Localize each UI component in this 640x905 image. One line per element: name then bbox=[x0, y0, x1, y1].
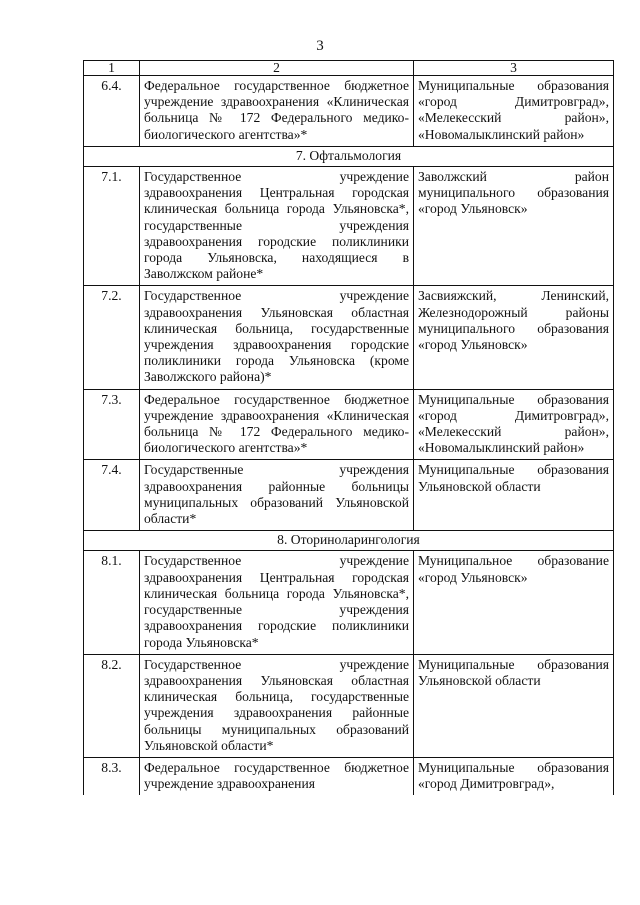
row-number: 7.1. bbox=[84, 167, 140, 286]
row-number: 8.2. bbox=[84, 654, 140, 757]
row-number: 7.2. bbox=[84, 286, 140, 389]
table-row bbox=[84, 757, 614, 795]
page-number: 3 bbox=[316, 38, 324, 54]
header-col-2: 2 bbox=[140, 61, 414, 76]
territory-cell: Муниципальные образования «город Димитровград», «Мелекесский район», «Новомалыклинский район» bbox=[414, 76, 614, 147]
institution-cell: Государственное учреждение здравоохранения Ульяновская областная клиническая больница, государственные учреждения здравоохранения городские поликлиники города Ульяновска (кроме Заволжского района)* bbox=[140, 286, 414, 389]
territory-cell: Засвияжский, Ленинский, Железнодорожный районы муниципального образования «город Ульяновск» bbox=[414, 286, 614, 389]
territory-cell: Муниципальное образование «город Ульяновск» bbox=[414, 551, 614, 654]
institution-cell: Государственное учреждение здравоохранения Центральная городская клиническая больница города Ульяновска*, государственные учреждения здравоохранения городские поликлиники города Ульяновска* bbox=[140, 551, 414, 654]
section-row bbox=[84, 146, 614, 166]
row-number: 8.1. bbox=[84, 551, 140, 654]
table-header-row bbox=[84, 61, 614, 76]
institution-cell: Государственные учреждения здравоохранения районные больницы муниципальных образований Ульяновской области* bbox=[140, 460, 414, 531]
table-row bbox=[84, 286, 614, 389]
distribution-table bbox=[83, 60, 614, 795]
territory-cell: Муниципальные образования «город Димитровград», bbox=[414, 757, 614, 795]
header-col-3: 3 bbox=[414, 61, 614, 76]
row-number: 7.4. bbox=[84, 460, 140, 531]
table-row bbox=[84, 551, 614, 654]
territory-cell: Муниципальные образования Ульяновской области bbox=[414, 460, 614, 531]
institution-cell: Федеральное государственное бюджетное учреждение здравоохранения «Клиническая больница № 172 Федерального медико-биологического агентства»* bbox=[140, 389, 414, 460]
institution-cell: Государственное учреждение здравоохранения Ульяновская областная клиническая больница, государственные учреждения здравоохранения районные больницы муниципальных образований Ульяновской области* bbox=[140, 654, 414, 757]
territory-cell: Заволжский район муниципального образования «город Ульяновск» bbox=[414, 167, 614, 286]
section-row bbox=[84, 531, 614, 551]
table-row bbox=[84, 460, 614, 531]
table-row bbox=[84, 389, 614, 460]
territory-cell: Муниципальные образования «город Димитровград», «Мелекесский район», «Новомалыклинский район» bbox=[414, 389, 614, 460]
row-number: 7.3. bbox=[84, 389, 140, 460]
table-row bbox=[84, 167, 614, 286]
territory-cell: Муниципальные образования Ульяновской области bbox=[414, 654, 614, 757]
table-row bbox=[84, 76, 614, 147]
row-number: 8.3. bbox=[84, 757, 140, 795]
table-row bbox=[84, 654, 614, 757]
institution-cell: Государственное учреждение здравоохранения Центральная городская клиническая больница города Ульяновска*, государственные учреждения здравоохранения городские поликлиники города Ульяновска, находящиеся в Заволжском районе* bbox=[140, 167, 414, 286]
institution-cell: Федеральное государственное бюджетное учреждение здравоохранения bbox=[140, 757, 414, 795]
institution-cell: Федеральное государственное бюджетное учреждение здравоохранения «Клиническая больница № 172 Федерального медико-биологического агентства»* bbox=[140, 76, 414, 147]
section-title: 8. Оториноларингология bbox=[84, 531, 614, 551]
header-col-1: 1 bbox=[84, 61, 140, 76]
row-number: 6.4. bbox=[84, 76, 140, 147]
section-title: 7. Офтальмология bbox=[84, 146, 614, 166]
